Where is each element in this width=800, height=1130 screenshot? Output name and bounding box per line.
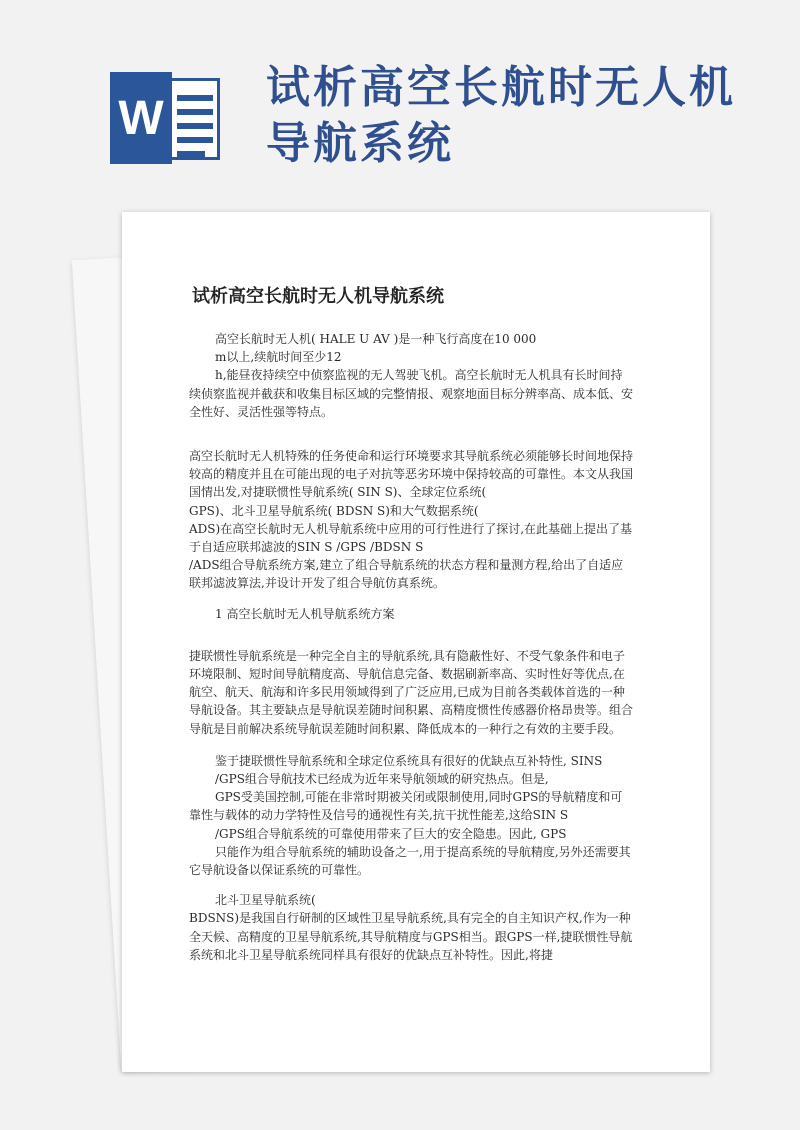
paragraph-beidou	[189, 891, 634, 964]
paragraph-line: /GPS组合导航技术已经成为近年来导航领域的研究热点。但是,	[215, 772, 549, 787]
paragraph-line: /GPS组合导航系统的可靠使用带来了巨大的安全隐患。因此, GPS	[215, 826, 567, 841]
paragraph-line: 鉴于捷联惯性导航系统和全球定位系统具有很好的优缺点互补特性, SINS	[215, 753, 603, 768]
paragraph-line: 高空长航时无人机特殊的任务使命和运行环境要求其导航系统必须能够长时间地保持较高的精度并且在可能出现的电子对抗等恶劣环境中保持较高的可靠性。本文从我国国情出发,对捷联惯性导航系统( SIN S)、全球定位系统(	[189, 449, 634, 500]
paragraph-sins	[189, 647, 634, 738]
document-page	[122, 212, 710, 1072]
paragraph-line: GPS受美国控制,可能在非常时期被关闭或限制使用,同时GPS的导航精度和可靠性与载体的动力学特性及信号的通视性有关,抗干扰性能差,这给SIN S	[189, 790, 623, 823]
banner-title-line-1: 试析高空长航时无人机	[266, 62, 736, 113]
document-title: 试析高空长航时无人机导航系统	[192, 286, 444, 307]
paragraph-requirements	[189, 447, 634, 593]
paragraph-line: m以上,续航时间至少12	[215, 350, 342, 365]
document-body	[189, 330, 634, 976]
banner-title	[266, 60, 746, 172]
paragraph-line: 只能作为组合导航系统的辅助设备之一,用于提高系统的导航精度,另外还需要其它导航设备以保证系统的可靠性。	[189, 844, 631, 878]
paragraph-line: h,能昼夜持续空中侦察监视的无人驾驶飞机。高空长航时无人机具有长时间持续侦察监视并截获和收集目标区域的完整情报、观察地面目标分辨率高、成本低、安全性好、灵活性强等特点。	[189, 368, 634, 419]
paragraph-line: 北斗卫星导航系统(	[215, 893, 316, 908]
header-banner	[0, 0, 800, 200]
paragraph-intro	[189, 330, 634, 421]
paragraph-line: 高空长航时无人机( HALE U AV )是一种飞行高度在10 000	[215, 332, 537, 346]
paragraph-sins-gps	[189, 752, 634, 879]
paragraph-line: ADS)在高空长航时无人机导航系统中应用的可行性进行了探讨,在此基础上提出了基于自适应联邦滤波的SIN S /GPS /BDSN S	[189, 521, 633, 555]
word-document-icon	[110, 72, 228, 164]
paragraph-line: GPS)、北斗卫星导航系统( BDSN S)和大气数据系统(	[189, 503, 479, 518]
banner-title-line-2: 导航系统	[266, 118, 454, 169]
word-icon-letter: W	[110, 72, 172, 164]
paragraph-line: BDSNS)是我国自行研制的区域性卫星导航系统,具有完全的自主知识产权,作为一种全天候、高精度的卫星导航系统,其导航精度与GPS相当。跟GPS一样,捷联惯性导航系统和北斗卫星导航系统同样具有很好的优缺点互补特性。因此,将捷	[189, 911, 633, 962]
paragraph-line: 捷联惯性导航系统是一种完全自主的导航系统,具有隐蔽性好、不受气象条件和电子环境限制、短时间导航精度高、导航信息完备、数据刷新率高、实时性好等优点,在航空、航天、航海和许多民用领域得到了广泛应用,已成为目前各类载体首选的一种导航设备。其主要缺点是导航误差随时间积累、高精度惯性传感器价格昂贵等。组合导航是目前解决系统导航误差随时间积累、降低成本的一种行之有效的主要手段。	[189, 648, 634, 736]
paragraph-line: /ADS组合导航系统方案,建立了组合导航系统的状态方程和量测方程,给出了自适应联邦滤波算法,并设计开发了组合导航仿真系统。	[189, 558, 624, 591]
section-heading-1: 1 高空长航时无人机导航系统方案	[215, 606, 395, 621]
